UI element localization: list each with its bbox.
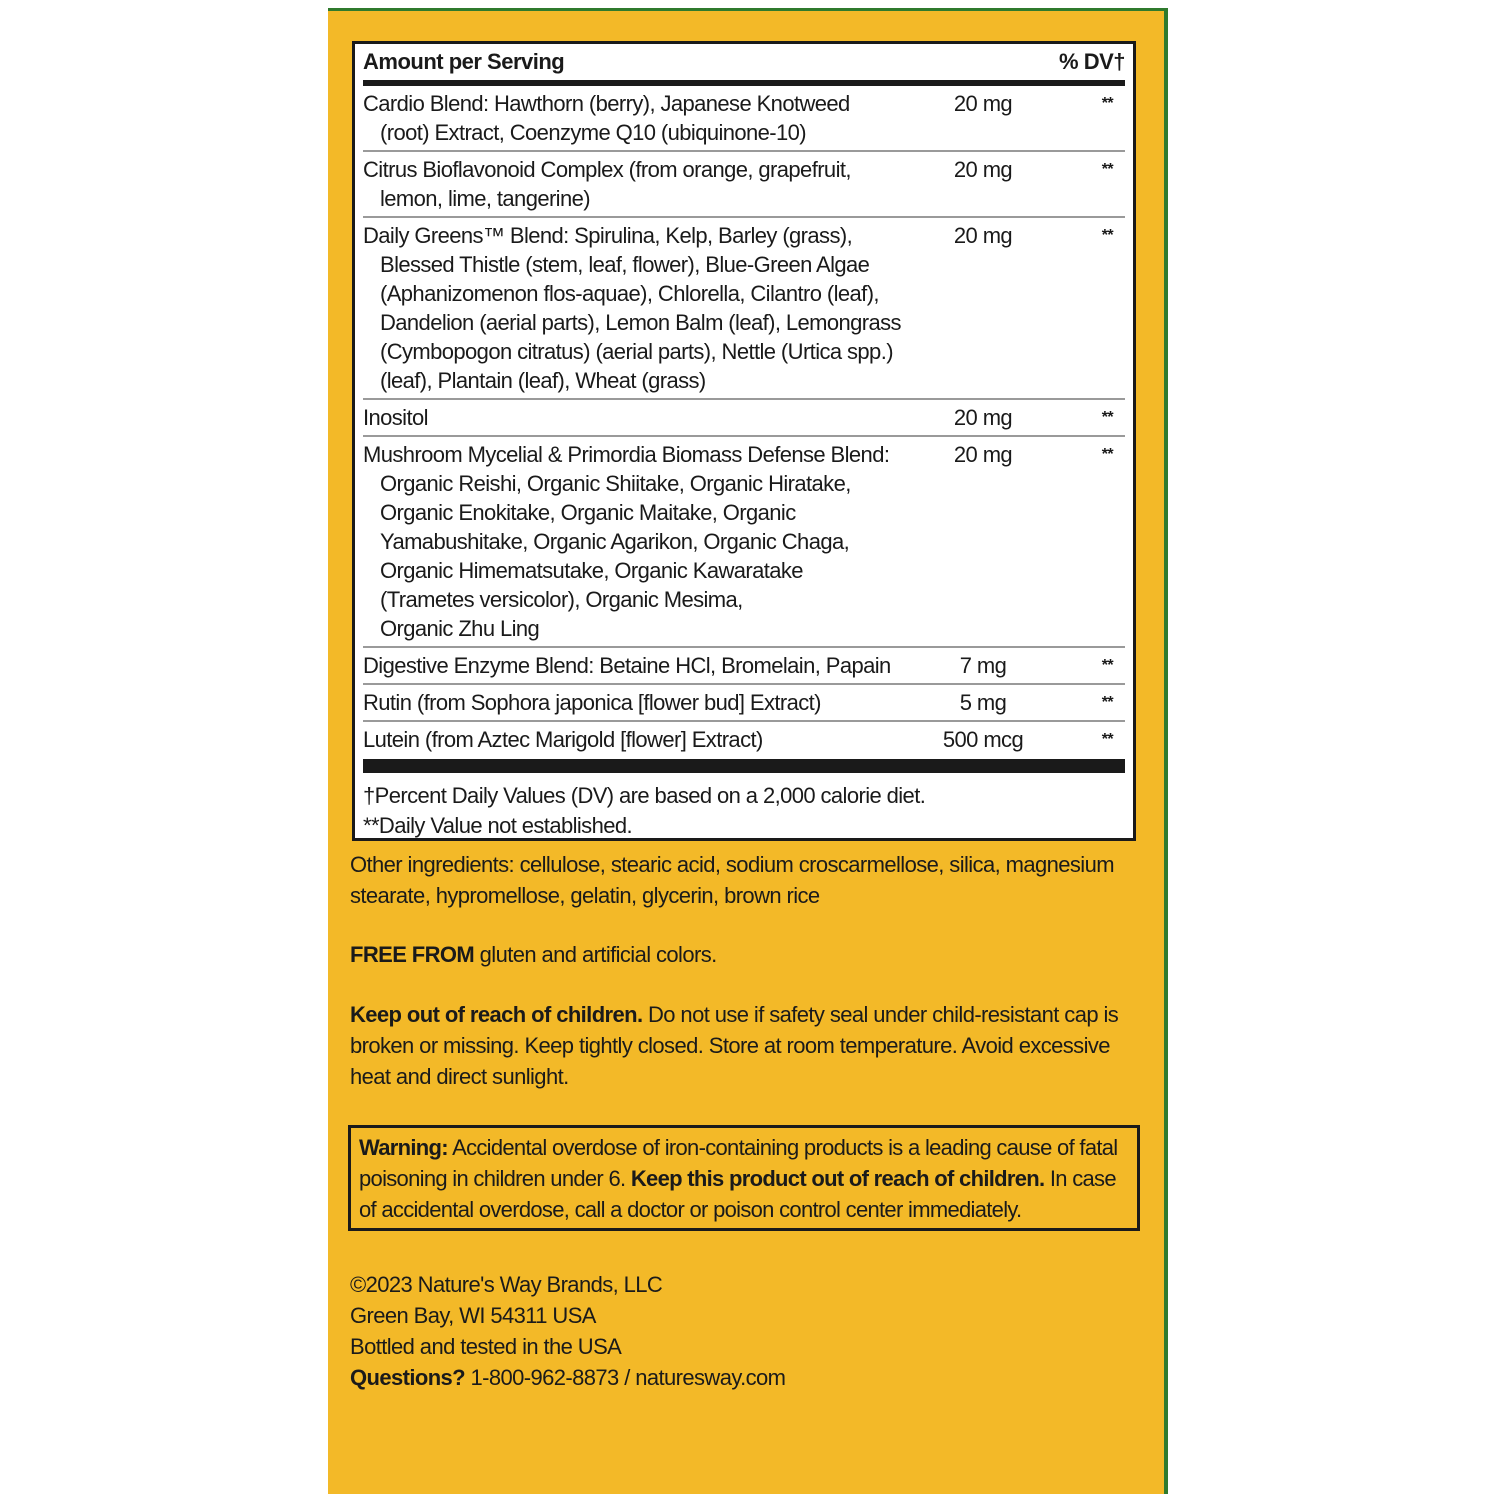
ingredient-line: Blessed Thistle (stem, leaf, flower), Blue-Green Algae <box>380 252 870 277</box>
ingredient-rows <box>363 86 1125 757</box>
ingredient-name <box>363 221 928 395</box>
ingredient-line: Lutein (from Aztec Marigold [flower] Extract) <box>363 727 763 752</box>
questions-label: Questions? <box>350 1365 466 1390</box>
divider-bar <box>363 759 1125 773</box>
ingredient-amount: 20 mg <box>953 223 1013 248</box>
footnote-not-established: **Daily Value not established. <box>363 813 632 838</box>
free-from-statement <box>350 939 1140 970</box>
ingredient-dv: ** <box>1101 227 1113 244</box>
ingredient-dv: ** <box>1101 731 1113 748</box>
ingredient-amount: 7 mg <box>959 653 1007 678</box>
questions-line <box>350 1362 1140 1393</box>
footnote-dv: †Percent Daily Values (DV) are based on a 2,000 calorie diet. <box>363 783 926 808</box>
ingredient-line: (Cymbopogon citratus) (aerial parts), Nettle (Urtica spp.) <box>380 339 893 364</box>
ingredient-row <box>363 400 1125 437</box>
ingredient-line: Organic Reishi, Organic Shiitake, Organic Hiratake, <box>380 471 851 496</box>
ingredient-line: (Trametes versicolor), Organic Mesima, <box>380 587 743 612</box>
ingredient-line: Citrus Bioflavonoid Complex (from orange, grapefruit, <box>363 157 851 182</box>
free-from-bold: FREE FROM <box>350 942 475 967</box>
ingredient-row <box>363 152 1125 218</box>
facts-header <box>363 44 1125 86</box>
ingredient-amount: 20 mg <box>953 442 1013 467</box>
ingredient-dv: ** <box>1101 446 1113 463</box>
ingredient-amount: 5 mg <box>959 690 1007 715</box>
keep-out-statement <box>350 999 1140 1092</box>
other-ingredients: Other ingredients: cellulose, stearic acid, sodium croscarmellose, silica, magnesium stearate, hypromellose, gelatin, glycerin, brown rice <box>350 852 1114 908</box>
ingredient-line: Yamabushitake, Organic Agarikon, Organic Chaga, <box>380 529 850 554</box>
ingredient-line: Organic Zhu Ling <box>380 616 540 641</box>
ingredient-name <box>363 440 928 643</box>
ingredient-row <box>363 722 1125 757</box>
ingredient-line: (leaf), Plantain (leaf), Wheat (grass) <box>380 368 706 393</box>
ingredient-dv: ** <box>1101 409 1113 426</box>
ingredient-line: (Aphanizomenon flos-aquae), Chlorella, Cilantro (leaf), <box>380 281 879 306</box>
ingredient-row <box>363 437 1125 648</box>
ingredient-line: Organic Himematsutake, Organic Kawaratake <box>380 558 803 583</box>
ingredient-line: Digestive Enzyme Blend: Betaine HCl, Bromelain, Papain <box>363 653 891 678</box>
ingredient-name <box>363 89 928 147</box>
iron-warning-box <box>348 1125 1140 1231</box>
ingredient-row <box>363 685 1125 722</box>
percent-dv-heading: % DV† <box>1059 49 1125 74</box>
questions-contact: 1-800-962-8873 / naturesway.com <box>465 1365 786 1390</box>
ingredient-line: Inositol <box>363 405 428 430</box>
ingredient-name <box>363 403 928 432</box>
ingredient-row <box>363 86 1125 152</box>
warning-label: Warning: <box>359 1135 448 1160</box>
address-line: Green Bay, WI 54311 USA <box>350 1303 596 1328</box>
free-from-text: gluten and artificial colors. <box>474 942 717 967</box>
ingredient-row <box>363 648 1125 685</box>
ingredient-dv: ** <box>1101 161 1113 178</box>
ingredient-amount: 500 mcg <box>942 727 1024 752</box>
ingredient-line: (root) Extract, Coenzyme Q10 (ubiquinone-10) <box>380 120 807 145</box>
copyright-line: ©2023 Nature's Way Brands, LLC <box>350 1272 663 1297</box>
warning-text-2: In case of accidental overdose, call a doctor or poison control center immediately. <box>359 1166 1116 1222</box>
ingredient-line: Organic Enokitake, Organic Maitake, Organic <box>380 500 796 525</box>
ingredient-line: Mushroom Mycelial & Primordia Biomass Defense Blend: <box>363 442 890 467</box>
keep-out-text: Do not use if safety seal under child-resistant cap is broken or missing. Keep tightly closed. Store at room temperature. Avoid excessive heat and direct sunlight. <box>350 1002 1119 1089</box>
ingredient-dv: ** <box>1101 95 1113 112</box>
ingredient-line: Cardio Blend: Hawthorn (berry), Japanese Knotweed <box>363 91 850 116</box>
warning-text-1: Accidental overdose of iron-containing products is a leading cause of fatal poisoning in children under 6. <box>359 1135 1118 1191</box>
company-info <box>350 1269 1140 1393</box>
bottled-line: Bottled and tested in the USA <box>350 1334 622 1359</box>
supplement-label-panel <box>328 8 1168 1494</box>
keep-out-bold: Keep out of reach of children. <box>350 1002 643 1027</box>
warning-bold-2: Keep this product out of reach of children. <box>630 1166 1045 1191</box>
ingredient-name <box>363 688 928 717</box>
ingredient-amount: 20 mg <box>953 405 1013 430</box>
ingredient-dv: ** <box>1101 694 1113 711</box>
ingredient-name <box>363 725 928 754</box>
ingredient-line: Dandelion (aerial parts), Lemon Balm (leaf), Lemongrass <box>380 310 901 335</box>
supplement-facts-table <box>352 41 1136 841</box>
ingredient-name <box>363 155 928 213</box>
ingredient-line: Daily Greens™ Blend: Spirulina, Kelp, Barley (grass), <box>363 223 853 248</box>
ingredient-amount: 20 mg <box>953 91 1013 116</box>
ingredient-dv: ** <box>1101 657 1113 674</box>
ingredient-line: Rutin (from Sophora japonica [flower bud] Extract) <box>363 690 821 715</box>
ingredient-amount: 20 mg <box>953 157 1013 182</box>
ingredient-name <box>363 651 928 680</box>
ingredient-line: lemon, lime, tangerine) <box>380 186 590 211</box>
amount-per-serving-heading: Amount per Serving <box>363 49 565 74</box>
ingredient-row <box>363 218 1125 400</box>
